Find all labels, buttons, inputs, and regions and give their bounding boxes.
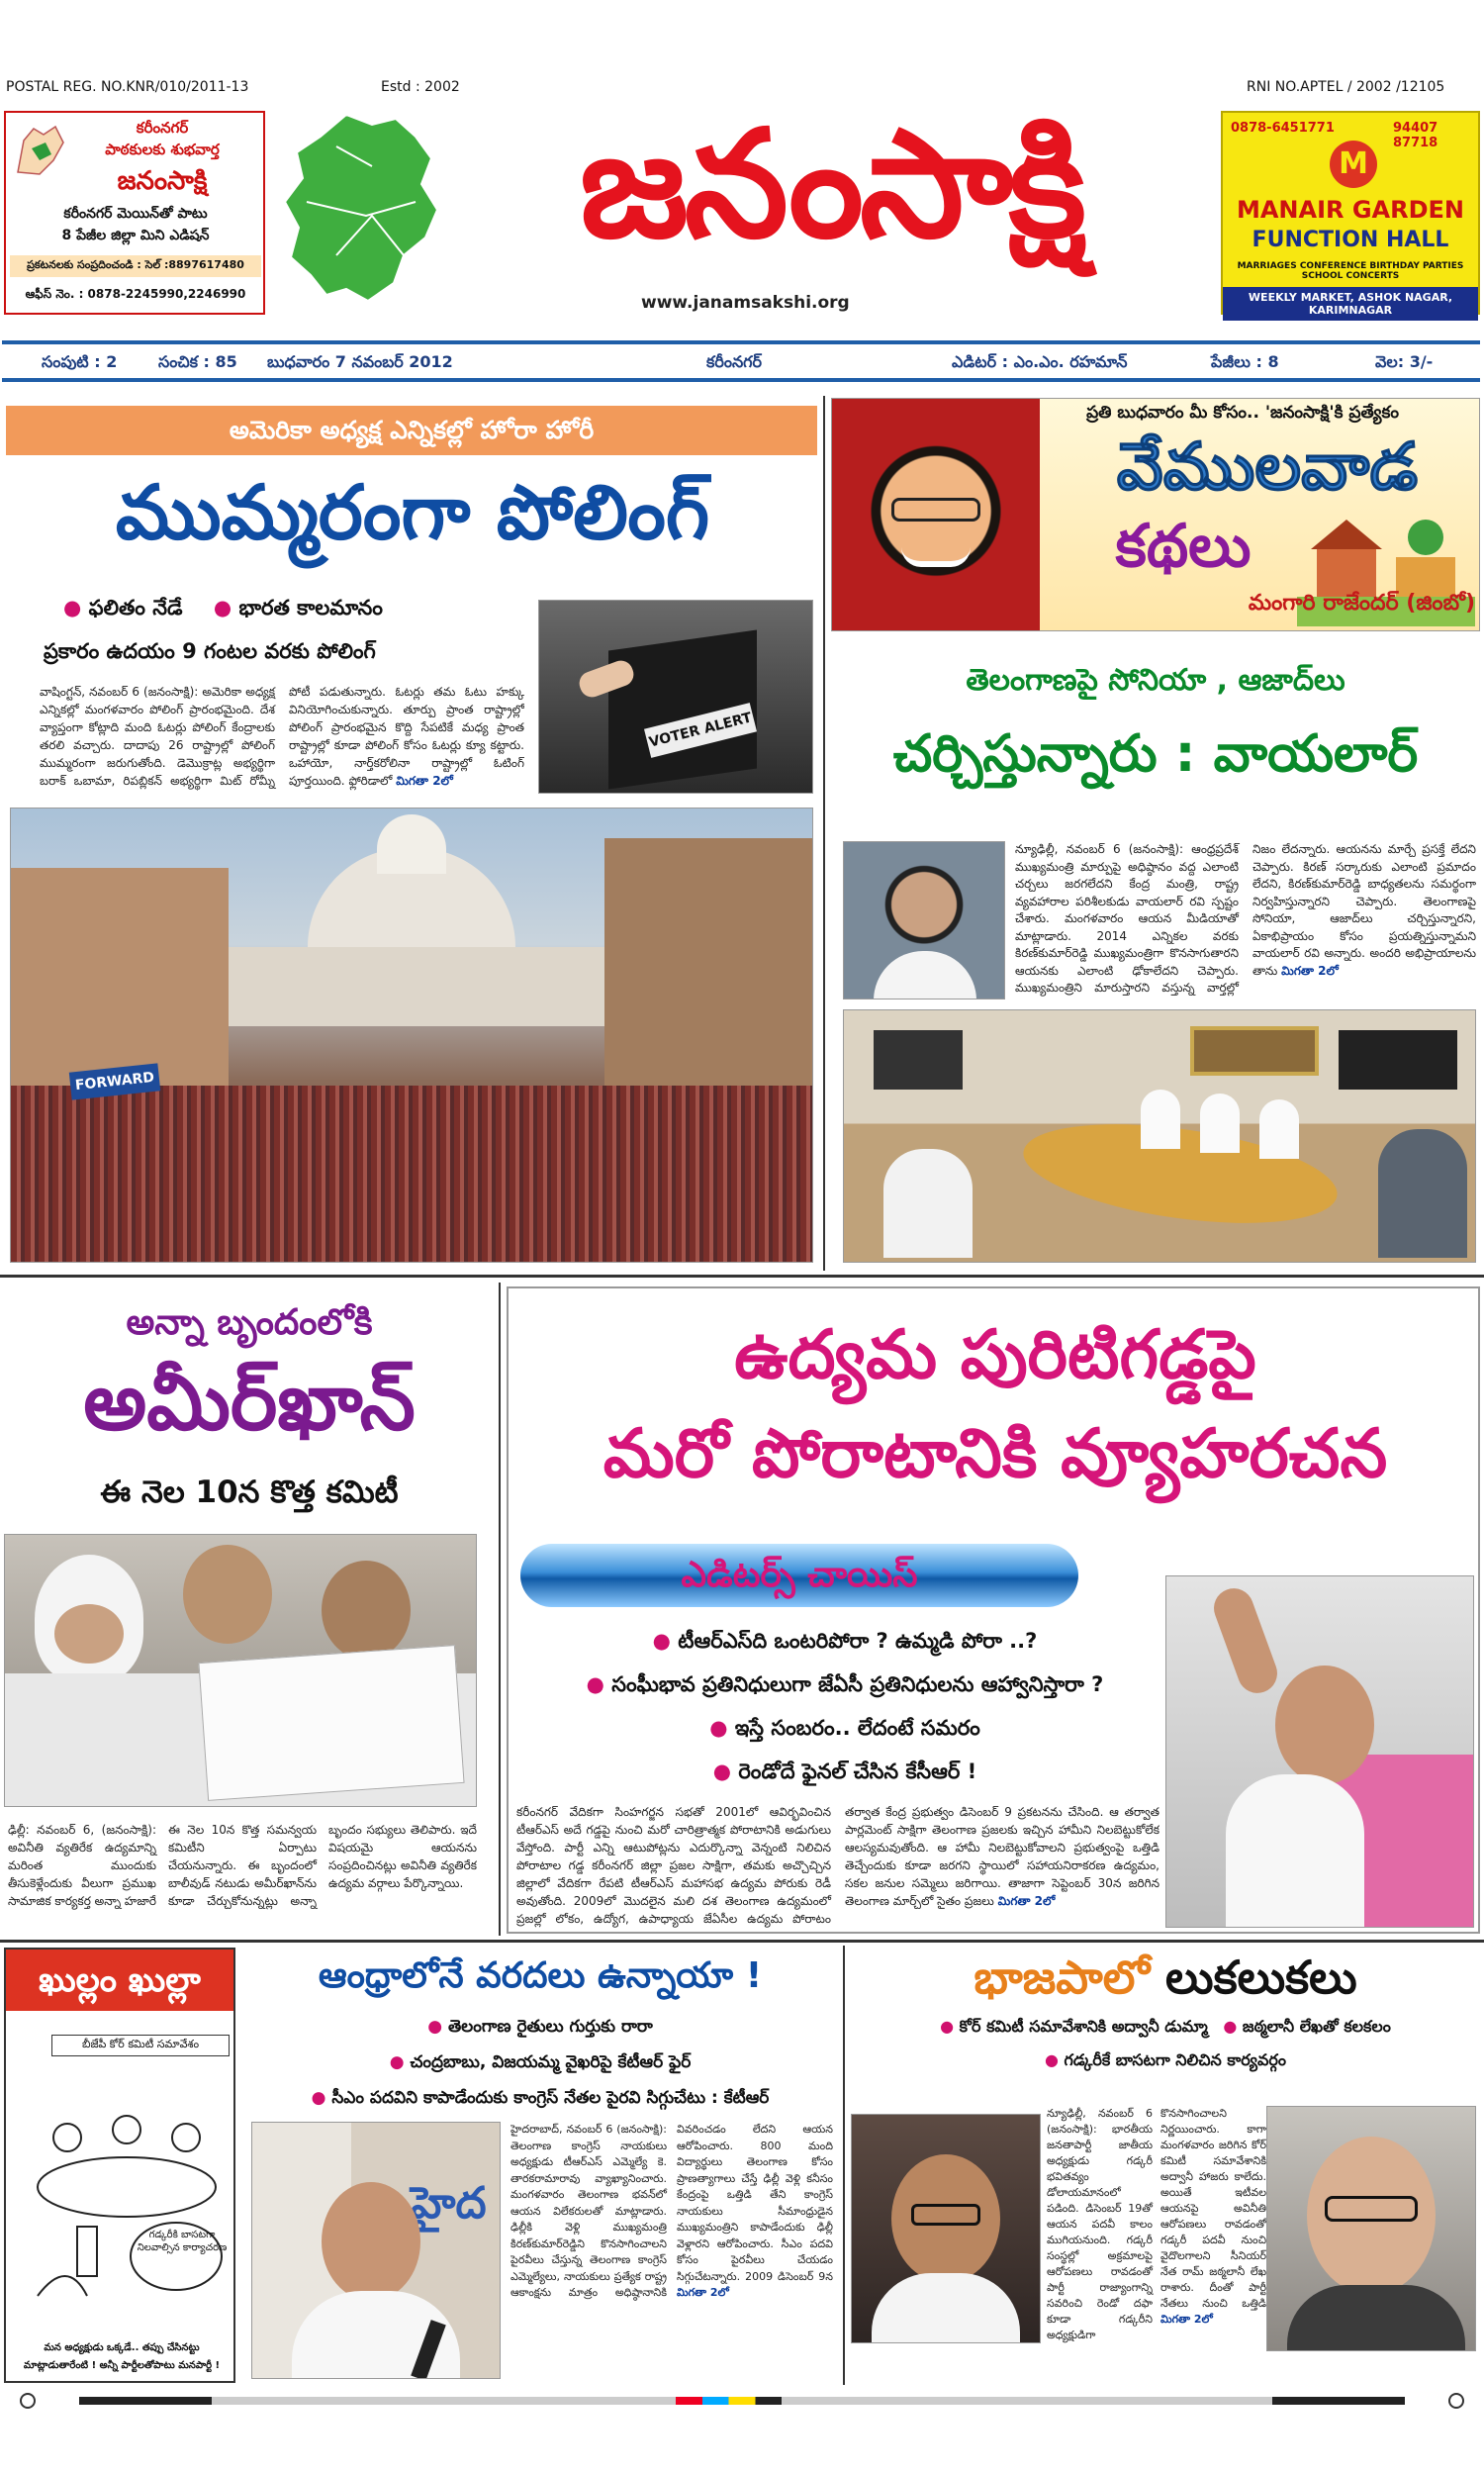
story6-bullet3: ● సీఎం పదవిని కాపాడేందుకు కాంగ్రెస్ నేతల పైరవి సిగ్గుచేటు : కేటీఆర్ (243, 2080, 837, 2116)
story6-headline: ఆంధ్రాలోనే వరదలు ఉన్నాయా ! (318, 1955, 763, 1996)
meeting-photo (843, 1009, 1476, 1263)
story2-title1: వేములవాడ (1116, 428, 1419, 505)
jethmalani-photo (1266, 2106, 1476, 2351)
ktr-photo (251, 2122, 501, 2379)
telangana-map-icon (277, 107, 445, 315)
story1-bullet2: భారత కాలమానం (238, 596, 383, 619)
right-ad-services: MARRIAGES CONFERENCE BIRTHDAY PARTIES SCHOOL CONCERTS (1237, 261, 1464, 281)
forward-banner: FORWARD (69, 1063, 160, 1099)
postal-reg: POSTAL REG. NO.KNR/010/2011-13 (6, 79, 249, 95)
story-bjp (851, 1948, 1480, 2383)
story1-bullets: ● ఫలితం నేడే ● భారత కాలమానం (63, 596, 383, 619)
story7-bullet2: జఠ్మలానీ లేఖతో కలకలం (1242, 2017, 1391, 2036)
story1-headline: ముమ్మరంగా పోలింగ్ (115, 468, 710, 556)
story6-bullet1: ● తెలంగాణ రైతులు గుర్తుకు రారా (243, 2009, 837, 2045)
story7-bullet-row: ● కోర్ కమిటీ సమావేశానికి అద్వానీ డుమ్మా ● జఠ్మలానీ లేఖతో కలకలం (940, 2017, 1391, 2036)
story4-subhead: ఈ నెల 10న కొత్త కమిటీ (100, 1475, 399, 1510)
cartoon-title: ఖుల్లం ఖుల్లా (6, 1950, 233, 2011)
story5-body (516, 1803, 1159, 1930)
story7-body (1047, 2106, 1266, 2347)
cartoon-bubble: గడ్కరీకి బాసటగా నిలవాల్సిన కార్యాచరణ (137, 2230, 228, 2253)
newspaper-title: జనంసాక్షి (580, 99, 1082, 271)
story1-body (40, 683, 524, 796)
issue-number: సంచిక : 85 (158, 352, 237, 371)
gadkari-photo (851, 2114, 1041, 2343)
story-vayalar (831, 641, 1480, 1269)
rally-photo (10, 808, 813, 1263)
story5-bullet2: ● సంఘీభావ ప్రతినిధులుగా జేఏసీ ప్రతినిధులను ఆహ్వానిస్తారా ? (518, 1663, 1171, 1706)
editors-choice-badge: ఎడిటర్స్ చాయిస్ (520, 1544, 1078, 1607)
kcr-photo (1165, 1575, 1474, 1928)
ballot-sign: VOTER ALERT (644, 703, 757, 758)
story1-subhead: ప్రకారం ఉదయం 9 గంటల వరకు పోలింగ్ (44, 639, 376, 663)
story6-more-link[interactable]: మిగతా 2లో (677, 2286, 729, 2299)
story6-body-text: హైదరాబాద్, నవంబర్ 6 (జనంసాక్షి): తెలంగాణ కాంగ్రెస్ నాయకులు అధ్యక్షుడు టీఆర్‌ఎస్ ఎమ్మెల్యే కె. తారకరామారావు వ్యాఖ్యానించారు. మంగళవారం తెలంగాణ భవన్‌లో ఆయన విలేకరులతో మాట్లాడారు. ఢిల్లీకి వెళ్లి ముఖ్యమంత్రి కిరణ్‌కుమార్‌రెడ్డిని కొనసాగించాలని పైరవీలు చేస్తున్న తెలంగాణ కాంగ్రెస్ ఎమ్మెల్యేలు, నాయకులు ప్రత్యేక రాష్ట్ర ఆకాంక్షను మాత్రం అధిష్ఠానానికి వివరించడం లేదని ఆయన ఆరోపించారు. 800 మంది విద్యార్థులు తెలంగాణ కోసం ప్రాణత్యాగాలు చేస్తే ఢిల్లీ వెళ్లి కనీసం కేంద్రంపై ఒత్తిడి తేని కాంగ్రెస్ నాయకులు సీమాంధ్రుడైన ముఖ్యమంత్రిని కాపాడేందుకు ఢిల్లీ వెళ్లారని ఆరోపించారు. సీఎం పదవి కోసం పైరవీలు చేయడం సిగ్గుచేటన్నారు. 2009 డిసెంబర్ 9న (510, 2123, 833, 2299)
right-ad-name2: FUNCTION HALL (1252, 228, 1449, 252)
estd-label: Estd : 2002 (381, 79, 460, 95)
story1-kicker: అమెరికా అధ్యక్ష ఎన్నికల్లో హోరా హోరీ (6, 406, 817, 455)
story2-title2: కథలు (1115, 512, 1252, 581)
story3-body (1015, 841, 1476, 1003)
issue-date: బుధవారం 7 నవంబర్ 2012 (267, 352, 453, 371)
story-us-polling (4, 402, 821, 1269)
story7-bullet3: గడ్కరీకే బాసటగా నిలిచిన కార్యవర్గం (1064, 2050, 1286, 2069)
story5-body-text: కరీంనగర్ వేదికగా సింహగర్జన సభతో 2001లో ఆవిర్భవించిన టీఆర్‌ఎస్ అదే గడ్డపై నుంచి మరో చారిత్రాత్మక పోరాటానికి అడుగులు వేస్తోంది. పార్టీ ఎన్ని ఆటుపోట్లను ఎదుర్కొన్నా వెన్నంటి నిలిచిన పోరాటాల గడ్డ కరీంనగర్ జిల్లా ప్రజల సాక్షిగా, తమకు అచ్చొచ్చిన జిల్లాలో వేదికగా రేపటి టీఆర్‌ఎస్ మహాసభ ఉద్యమ పోరుకు రెడీ అవుతోంది. 2009లో మొదలైన మలి దశ తెలంగాణ ఉద్యమంలో ప్రజల్లో లోకం, ఉద్యోగ, ఉపాధ్యాయ జేఏసీల ఉద్యమ పోరాటం తర్వాత కేంద్ర ప్రభుత్వం డిసెంబర్ 9 ప్రకటనను చేసింది. ఆ తర్వాత పార్లమెంట్ సాక్షిగా తెలంగాణ ప్రజలకు ఇచ్చిన హామీని నిలబెట్టుకోలేక ఆలస్యమవుతోంది. ఆ హామీ నిలబెట్టుకోవాలని ప్రభుత్వంపై ఒత్తిడి తెచ్చేందుకు కూడా జరగని స్థాయిలో సహాయనిరాకరణ ఉద్యమం, సకల జనుల సమ్మెలు జరిగాయి. తాజాగా సెప్టెంబర్ 30న జరిగిన తెలంగాణ మార్చ్‌లో సైతం ప్రజలు (516, 1805, 1159, 1926)
story2-kicker: ప్రతి బుధవారం మీ కోసం.. 'జనంసాక్షి'కి ప్రత్యేకం (1086, 403, 1399, 423)
story1-bullet1: ఫలితం నేడే (88, 596, 183, 619)
right-ad-name1: MANAIR GARDEN (1236, 196, 1465, 224)
ktr-backdrop-text: హైద (411, 2178, 487, 2229)
volume-number: సంపుటి : 2 (42, 352, 118, 371)
story3-more-link[interactable]: మిగతా 2లో (1281, 963, 1339, 978)
left-ad-line3: కరీంనగర్ మెయిన్‌తో పాటు (63, 206, 208, 222)
cartoon-caption1: మన అధ్యక్షుడు ఒక్కడే.. తప్పు చేసినట్టు (44, 2342, 200, 2353)
right-ad (1221, 111, 1480, 315)
left-ad-brand: జనంసాక్షి (117, 166, 208, 196)
cartoon-sign: బీజేపీ కోర్ కమిటీ సమావేశం (51, 2035, 230, 2056)
left-ad-line2: పాఠకులకు శుభవార్త (105, 141, 220, 158)
right-ad-phone1: 0878-6451771 (1231, 121, 1335, 136)
left-ad-line4: 8 పేజీల జిల్లా మిని ఎడిషన్ (61, 228, 210, 243)
right-ad-address: WEEKLY MARKET, ASHOK NAGAR, KARIMNAGAR (1223, 287, 1478, 321)
cartoon-caption2: మాట్లాడుతారేంటి ! అన్నీ పార్టీలతోపాటు మనపార్టీ ! (23, 2360, 221, 2371)
story2-byline: మంగారి రాజేందర్ (జింబో) (1248, 591, 1475, 616)
story1-more-link[interactable]: మిగతా 2లో (396, 774, 453, 788)
registration-mark-left (20, 2393, 36, 2409)
registration-mark-right (1448, 2393, 1464, 2409)
rni-number: RNI NO.APTEL / 2002 /12105 (1247, 79, 1445, 95)
story5-more-link[interactable]: మిగతా 2లో (997, 1894, 1056, 1908)
story4-body (8, 1821, 477, 1930)
story4-kicker: అన్నా బృందంలోకి (126, 1302, 373, 1343)
author-portrait (832, 399, 1040, 631)
story3-kicker: తెలంగాణపై సోనియా , ఆజాద్‌లు (966, 663, 1345, 698)
story6-bullets (243, 2009, 837, 2116)
story4-headline: అమీర్‌ఖాన్ (83, 1356, 416, 1448)
story-vemulawada (831, 398, 1480, 631)
bottom-color-bar (79, 2397, 1405, 2405)
vayalar-photo (843, 841, 1005, 999)
story7-body-text: న్యూఢిల్లీ, నవంబర్ 6 (జనంసాక్షి): భారతీయ జనతాపార్టీ జాతీయ అధ్యక్షుడు గడ్కరీ భవితవ్యం డోలాయమానంలో పడింది. డిసెంబర్ 19తో ఆయన పదవీ కాలం ముగియనుంది. గడ్కరీ సంస్థల్లో అక్రమాలపై ఆరోపణలు రావడంతో పార్టీ రాజ్యాంగాన్ని సవరించి రెండో దఫా కూడా గడ్కరీని అధ్యక్షుడిగా కొనసాగించాలని నిర్ణయించారు. కాగా మంగళవారం జరిగిన కోర్ కమిటీ సమావేశానికి అద్వానీ హాజరు కాలేదు. అయితే ఇటీవల ఆయనపై అవినీతి ఆరోపణలు రావడంతో గడ్కరీ పదవీ నుంచి వైదొలగాలని సీనియర్ నేత రామ్ జఠ్మలానీ లేఖ రాశారు. దీంతో పార్టీ నేతలు నుంచి ఒత్తిడి (1047, 2107, 1266, 2341)
story4-body-text: ఢిల్లీ: నవంబర్ 6, (జనంసాక్షి): అవినీతి వ్యతిరేక ఉద్యమాన్ని మరింత ముందుకు తీసుకెళ్లేందుకు వీలుగా ప్రముఖ సామాజిక కార్యకర్త అన్నా హజారే ఈ నెల 10న కొత్త సమన్వయ కమిటీని ఏర్పాటు చేయనున్నారు. ఈ బృందంలో బాలీవుడ్ నటుడు అమీర్‌ఖాన్‌ను కూడా చేర్చుకోనున్నట్లు అన్నా బృందం సభ్యులు తెలిపారు. ఇదే విషయమై ఆయనను సంప్రదించినట్లు అవినీతి వ్యతిరేక ఉద్యమ వర్గాలు పేర్కొన్నాయి. (8, 1823, 477, 1908)
story1-body-text: వాషింగ్టన్, నవంబర్ 6 (జనంసాక్షి): అమెరికా అధ్యక్ష ఎన్నికల్లో మంగళవారం పోలింగ్ ప్రారంభమైంది. దేశ వ్యాప్తంగా కోట్లాది మంది ఓటర్లు పోలింగ్ కేంద్రాలకు తరలి వచ్చారు. దాదాపు 26 రాష్ట్రాల్లో పోలింగ్ ముమ్మరంగా జరుగుతోంది. డెమొక్రాట్ల అభ్యర్థిగా బరాక్ ఒబామా, రిపబ్లికన్ అభ్యర్థిగా మిట్ రోమ్నీ పోటీ పడుతున్నారు. ఓటర్లు తమ ఓటు హక్కు వినియోగించుకున్నారు. తూర్పు ప్రాంత రాష్ట్రాల్లో పోలింగ్ ప్రారంభమైన కొద్ది సేపటికే మధ్య ప్రాంత రాష్ట్రాల్లో కూడా పోలింగ్ కోసం ఓటర్లు క్యూ కట్టారు. ఒహాయో, నార్త్‌కరోలినా రాష్ట్రాల్లో ఓటింగ్ పూర్తయింది. ఫ్లోరిడాలో (40, 685, 524, 788)
story5-headline-line1: ఉద్యమ పురిటిగడ్డపై (734, 1316, 1256, 1394)
editor-name: ఎడిటర్ : ఎం.ఎం. రహమాన్ (952, 352, 1128, 371)
left-ad-line6: ఆఫీస్ నెం. : 0878-2245990,2246990 (25, 287, 246, 301)
left-ad-line1: కరీంనగర్ (136, 119, 189, 137)
website-url[interactable]: www.janamsakshi.org (641, 293, 850, 313)
story-kcr (507, 1286, 1480, 1934)
story5-bullet4: ● రెండోదే ఫైనల్ చేసిన కేసీఆర్ ! (518, 1750, 1171, 1793)
story7-bullet1: కోర్ కమిటీ సమావేశానికి అద్వానీ డుమ్మా (959, 2017, 1208, 2036)
story5-headline-line2: మరో పోరాటానికి వ్యూహరచన (603, 1415, 1388, 1493)
left-ad-line5: ప్రకటనలకు సంప్రదించండి : సెల్ :8897617480 (10, 255, 261, 277)
info-bar (2, 340, 1480, 382)
ballot-photo (538, 600, 813, 794)
story5-bullet1: ● టీఆర్‌ఎస్‌ది ఒంటరిపోరా ? ఉమ్మడి పోరా ..? (518, 1619, 1171, 1663)
story7-headline (851, 1948, 1480, 2007)
story6-body (510, 2122, 833, 2379)
story7-headline-part2: లుకలుకలు (1165, 1951, 1357, 2004)
story5-bullets (518, 1619, 1171, 1793)
anna-team-photo (4, 1534, 477, 1807)
story-amir-khan (4, 1286, 495, 1934)
page-count: పేజీలు : 8 (1211, 352, 1279, 371)
story3-headline: చర్చిస్తున్నారు : వాయలార్ (892, 724, 1419, 784)
story-ktr (243, 1948, 837, 2383)
hand-map-icon (10, 121, 67, 180)
story7-bullet-row2: ● గడ్కరీకే బాసటగా నిలిచిన కార్యవర్గం (1045, 2050, 1286, 2069)
right-ad-phone2: 94407 87718 (1393, 121, 1438, 150)
cartoon-box (4, 1948, 235, 2383)
city-name: కరీంనగర్ (706, 352, 763, 371)
story6-bullet2: ● చంద్రబాబు, విజయమ్మ వైఖరిపై కేటీఆర్ ఫైర్ (243, 2045, 837, 2080)
left-ad (4, 111, 265, 315)
story5-bullet3: ● ఇస్తే సంబరం.. లేదంటే సమరం (518, 1706, 1171, 1750)
price: వెల: 3/- (1375, 352, 1434, 371)
story3-body-text: న్యూఢిల్లీ, నవంబర్ 6 (జనంసాక్షి): ఆంధ్రప్రదేశ్ ముఖ్యమంత్రి మార్పుపై అధిష్ఠానం వద్ద ఎలాంటి చర్చలు జరగలేదని కేంద్ర మంత్రి, రాష్ట్ర వ్యవహారాల పరిశీలకుడు వాయలార్ రవి స్పష్టం చేశారు. మంగళవారం ఆయన మీడియాతో మాట్లాడారు. 2014 ఎన్నికల వరకు కిరణ్‌కుమార్‌రెడ్డి ముఖ్యమంత్రిగా కొనసాగుతారని ఆయనకు ఎలాంటి ఢోకాలేదని చెప్పారు. ముఖ్యమంత్రిని మారుస్తారని వస్తున్న వార్తల్లో నిజం లేదన్నారు. ఆయనను మార్చే ప్రసక్తే లేదని చెప్పారు. కిరణ్ సర్కారుకు ఎలాంటి ప్రమాదం లేదని, కిరణ్‌కుమార్‌రెడ్డి బాధ్యతలను సమర్థంగా నిర్వహిస్తున్నారని చెప్పారు. తెలంగాణపై సోనియా, ఆజాద్‌లు చర్చిస్తున్నారని, ఏకాభిప్రాయం కోసం ప్రయత్నిస్తున్నామని వాయలార్ రవి అన్నారు. అందరి అభిప్రాయాలను తాను (1015, 842, 1476, 995)
cartoon-drawing-icon (8, 2058, 232, 2316)
hall-logo-icon: M (1330, 141, 1377, 188)
story7-more-link[interactable]: మిగతా 2లో (1160, 2313, 1213, 2326)
story7-headline-part1: భాజపాలో (974, 1951, 1151, 2004)
